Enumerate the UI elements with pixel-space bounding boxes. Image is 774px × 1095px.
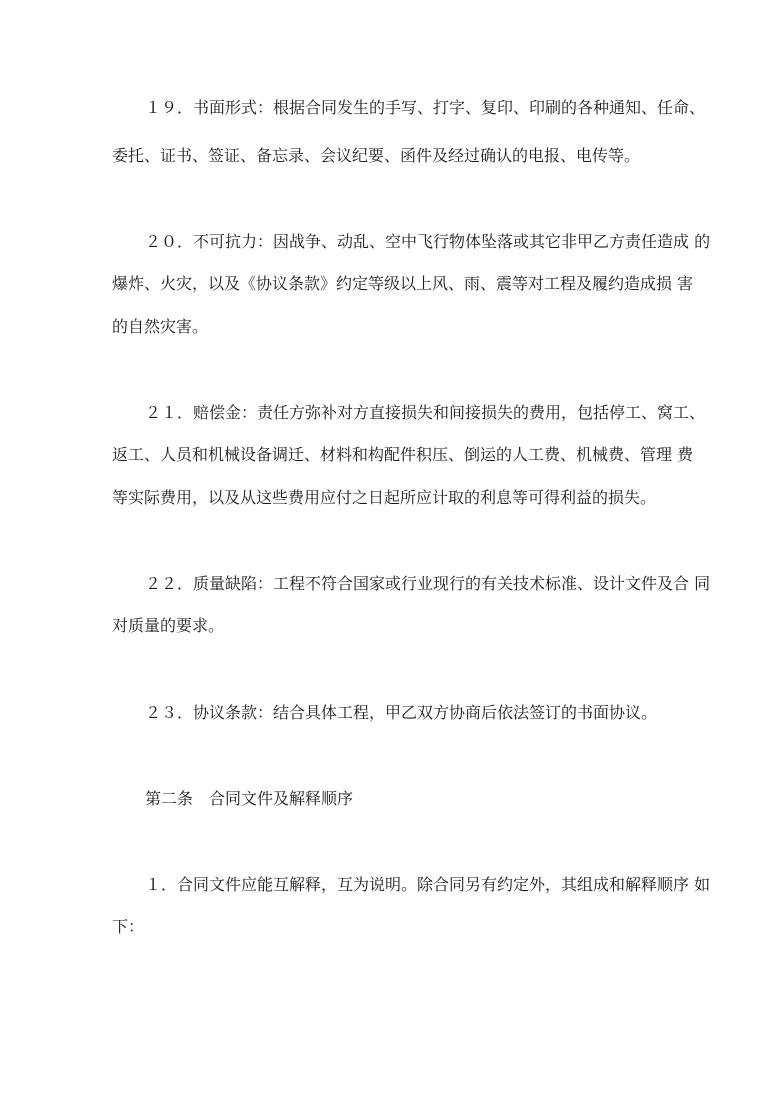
paragraph-21-line-1: ２１．赔偿金：责任方弥补对方直接损失和间接损失的费用，包括停工、窝工、 [145, 403, 706, 422]
section-heading-article-2: 第二条 合同文件及解释顺序 [145, 789, 354, 808]
paragraph-20-line-1: ２０．不可抗力：因战争、动乱、空中飞行物体坠落或其它非甲乙方责任造成 的 [145, 232, 711, 251]
paragraph-21-line-2: 返工、人员和机械设备调迁、材料和构配件积压、倒运的人工费、机械费、管理 费 [112, 445, 694, 464]
paragraph-20-line-2: 爆炸、火灾，以及《协议条款》约定等级以上风、雨、震等对工程及履约造成损 害 [112, 274, 694, 293]
paragraph-19-line-2: 委托、证书、签证、备忘录、会议纪要、函件及经过确认的电报、电传等。 [112, 146, 641, 165]
paragraph-20-line-3: 的自然灾害。 [112, 317, 209, 336]
paragraph-1-line-2: 下： [112, 917, 145, 936]
paragraph-22-line-1: ２２．质量缺陷：工程不符合国家或行业现行的有关技术标准、设计文件及合 同 [145, 574, 711, 593]
paragraph-22-line-2: 对质量的要求。 [112, 616, 225, 635]
paragraph-1-line-1: １．合同文件应能互解释，互为说明。除合同另有约定外，其组成和解释顺序 如 [145, 875, 711, 894]
paragraph-21-line-3: 等实际费用，以及从这些费用应付之日起所应计取的利息等可得利益的损失。 [112, 488, 657, 507]
paragraph-19-line-1: １９．书面形式：根据合同发生的手写、打字、复印、印刷的各种通知、任命、 [145, 98, 706, 117]
paragraph-23-line-1: ２３．协议条款：结合具体工程，甲乙双方协商后依法签订的书面协议。 [145, 703, 658, 722]
